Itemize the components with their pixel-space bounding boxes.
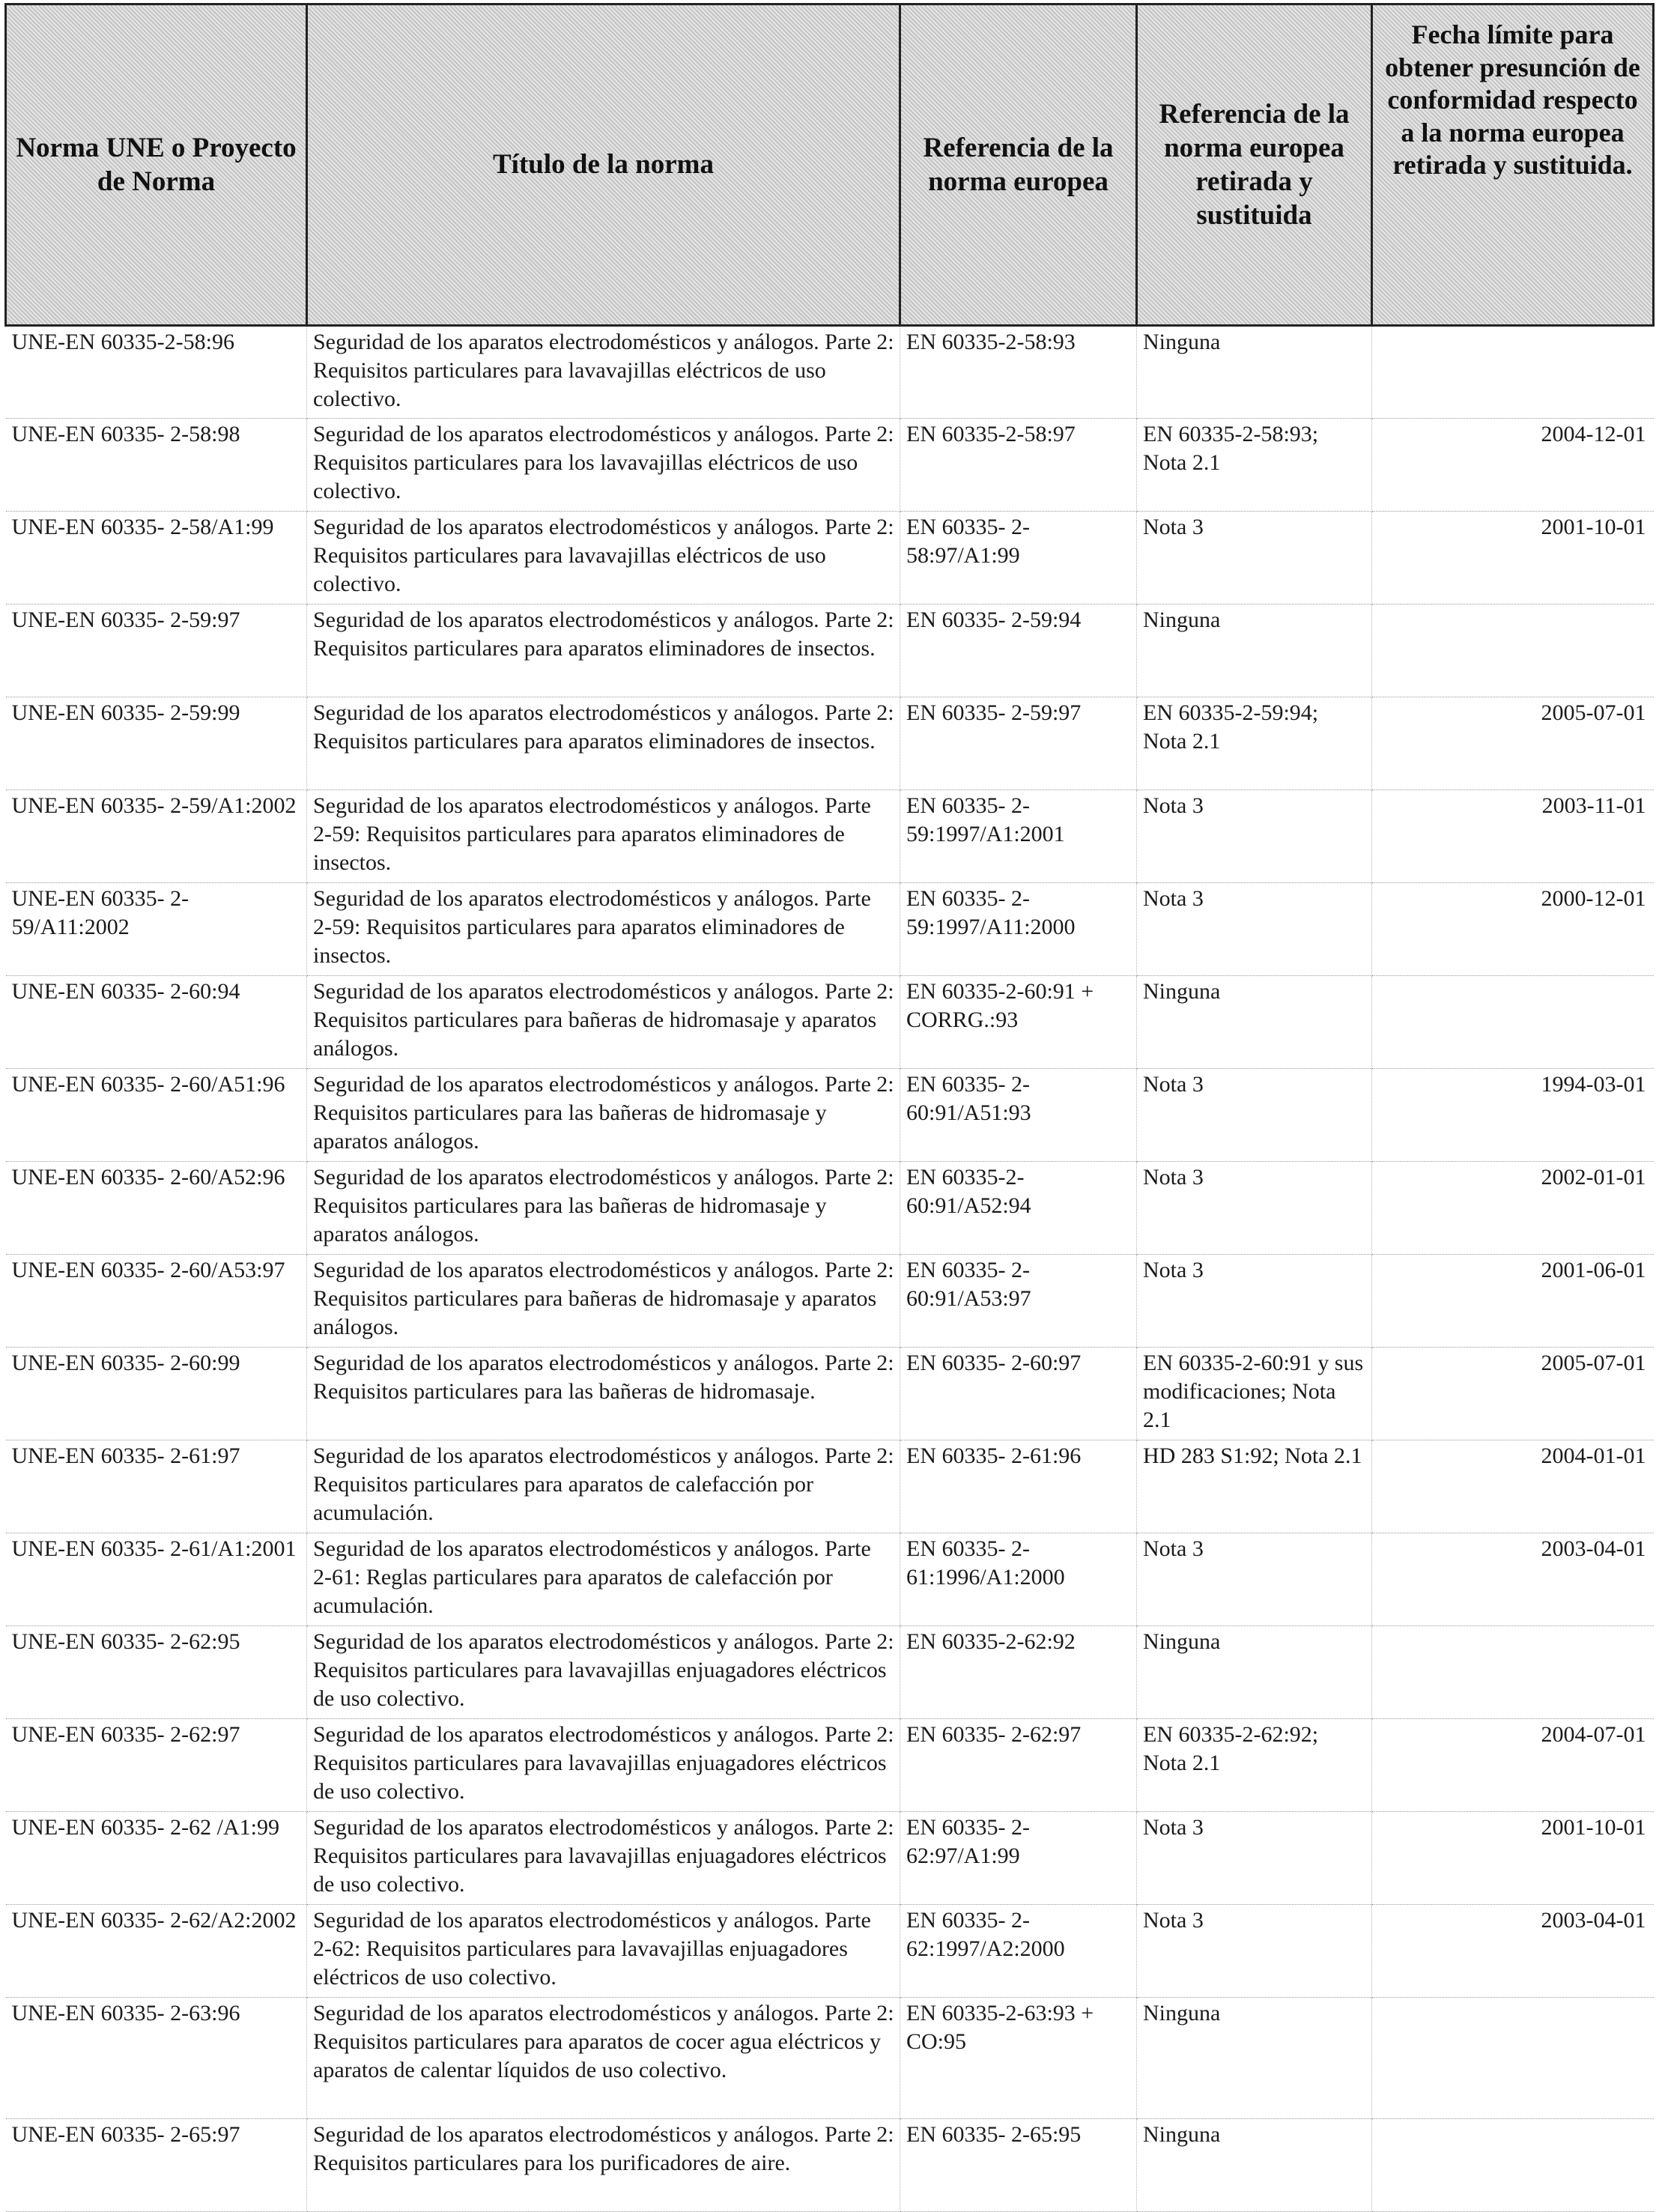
cell-titulo: Seguridad de los aparatos electrodomésticos y análogos. Parte 2-62: Requisitos particulares para lavavajillas enjuagadores eléctricos de uso colectivo.: [307, 1905, 900, 1998]
cell-referencia-europea: EN 60335-2-62:92: [900, 1626, 1137, 1719]
cell-titulo: Seguridad de los aparatos electrodomésticos y análogos. Parte 2-61: Reglas particulares para aparatos de calefacción por acumulación.: [307, 1533, 900, 1626]
cell-referencia-retirada: EN 60335-2-60:91 y sus modificaciones; Nota 2.1: [1137, 1348, 1372, 1440]
table-row: [6, 1812, 1654, 1905]
cell-referencia-retirada: Ninguna: [1137, 604, 1372, 697]
cell-norma-une: UNE-EN 60335- 2-60/A53:97: [6, 1255, 307, 1348]
cell-referencia-europea: EN 60335- 2-59:1997/A1:2001: [900, 790, 1137, 883]
table-row: [6, 1069, 1654, 1162]
table-row: [6, 604, 1654, 697]
cell-referencia-europea: EN 60335-2-58:97: [900, 419, 1137, 512]
table-row: [6, 326, 1654, 419]
table-row: [6, 1255, 1654, 1348]
cell-norma-une: UNE-EN 60335- 2-58/A1:99: [6, 512, 307, 604]
cell-referencia-retirada: Nota 3: [1137, 512, 1372, 604]
cell-norma-une: UNE-EN 60335- 2-62:95: [6, 1626, 307, 1719]
table-row: [6, 790, 1654, 883]
cell-fecha-limite: [1372, 604, 1654, 697]
table-row: [6, 1440, 1654, 1533]
cell-fecha-limite: 2003-11-01: [1372, 790, 1654, 883]
cell-fecha-limite: [1372, 2119, 1654, 2212]
cell-titulo: Seguridad de los aparatos electrodomésticos y análogos. Parte 2: Requisitos particulares para lavavajillas eléctricos de uso colectivo.: [307, 326, 900, 419]
cell-norma-une: UNE-EN 60335- 2-60:99: [6, 1348, 307, 1440]
header-row: [6, 4, 1654, 326]
cell-titulo: Seguridad de los aparatos electrodomésticos y análogos. Parte 2: Requisitos particulares para aparatos de cocer agua eléctricos y aparatos de calentar líquidos de uso colectivo.: [307, 1998, 900, 2119]
cell-titulo: Seguridad de los aparatos electrodomésticos y análogos. Parte 2: Requisitos particulares para lavavajillas eléctricos de uso colectivo.: [307, 512, 900, 604]
cell-referencia-europea: EN 60335- 2-62:97: [900, 1719, 1137, 1812]
table-row: [6, 1348, 1654, 1440]
cell-referencia-europea: EN 60335-2-60:91 + CORRG.:93: [900, 976, 1137, 1069]
cell-referencia-retirada: Nota 3: [1137, 1162, 1372, 1255]
cell-fecha-limite: 2004-07-01: [1372, 1719, 1654, 1812]
table-row: [6, 1998, 1654, 2119]
header-referencia-europea: Referencia de la norma europea: [900, 4, 1137, 326]
cell-titulo: Seguridad de los aparatos electrodomésticos y análogos. Parte 2: Requisitos particulares para los lavavajillas eléctricos de uso colectivo.: [307, 419, 900, 512]
cell-fecha-limite: 2001-10-01: [1372, 1812, 1654, 1905]
cell-referencia-retirada: Ninguna: [1137, 326, 1372, 419]
cell-fecha-limite: 2003-04-01: [1372, 1905, 1654, 1998]
cell-fecha-limite: 1994-03-01: [1372, 1069, 1654, 1162]
cell-referencia-europea: EN 60335- 2-59:94: [900, 604, 1137, 697]
table-row: [6, 1533, 1654, 1626]
cell-referencia-europea: EN 60335- 2-60:91/A51:93: [900, 1069, 1137, 1162]
cell-referencia-europea: EN 60335- 2-61:1996/A1:2000: [900, 1533, 1137, 1626]
cell-titulo: Seguridad de los aparatos electrodomésticos y análogos. Parte 2: Requisitos particulares para las bañeras de hidromasaje.: [307, 1348, 900, 1440]
cell-norma-une: UNE-EN 60335- 2-62:97: [6, 1719, 307, 1812]
table-row: [6, 1719, 1654, 1812]
cell-referencia-europea: EN 60335-2-60:91/A52:94: [900, 1162, 1137, 1255]
header-referencia-retirada: Referencia de la norma europea retirada y sustituida: [1137, 4, 1372, 326]
cell-titulo: Seguridad de los aparatos electrodomésticos y análogos. Parte 2: Requisitos particulares para lavavajillas enjuagadores eléctricos de uso colectivo.: [307, 1626, 900, 1719]
cell-referencia-europea: EN 60335- 2-61:96: [900, 1440, 1137, 1533]
cell-fecha-limite: [1372, 326, 1654, 419]
cell-norma-une: UNE-EN 60335- 2-65:97: [6, 2119, 307, 2212]
cell-referencia-retirada: Ninguna: [1137, 1998, 1372, 2119]
cell-referencia-retirada: Nota 3: [1137, 1069, 1372, 1162]
cell-titulo: Seguridad de los aparatos electrodomésticos y análogos. Parte 2: Requisitos particulares para las bañeras de hidromasaje y aparatos análogos.: [307, 1162, 900, 1255]
cell-referencia-retirada: Nota 3: [1137, 790, 1372, 883]
cell-norma-une: UNE-EN 60335- 2-59:99: [6, 697, 307, 790]
cell-referencia-retirada: Ninguna: [1137, 976, 1372, 1069]
cell-fecha-limite: [1372, 1626, 1654, 1719]
cell-norma-une: UNE-EN 60335- 2-60/A52:96: [6, 1162, 307, 1255]
cell-referencia-retirada: HD 283 S1:92; Nota 2.1: [1137, 1440, 1372, 1533]
table-row: [6, 976, 1654, 1069]
cell-referencia-retirada: Nota 3: [1137, 1533, 1372, 1626]
cell-titulo: Seguridad de los aparatos electrodomésticos y análogos. Parte 2: Requisitos particulares para bañeras de hidromasaje y aparatos análogos.: [307, 1255, 900, 1348]
cell-titulo: Seguridad de los aparatos electrodomésticos y análogos. Parte 2-59: Requisitos particulares para aparatos eliminadores de insectos.: [307, 790, 900, 883]
cell-fecha-limite: 2004-12-01: [1372, 419, 1654, 512]
cell-referencia-europea: EN 60335-2-63:93 + CO:95: [900, 1998, 1137, 2119]
cell-norma-une: UNE-EN 60335-2-58:96: [6, 326, 307, 419]
cell-fecha-limite: 2005-07-01: [1372, 1348, 1654, 1440]
cell-titulo: Seguridad de los aparatos electrodomésticos y análogos. Parte 2: Requisitos particulares para aparatos eliminadores de insectos.: [307, 697, 900, 790]
cell-norma-une: UNE-EN 60335- 2-61/A1:2001: [6, 1533, 307, 1626]
cell-fecha-limite: 2001-10-01: [1372, 512, 1654, 604]
table-row: [6, 512, 1654, 604]
table-row: [6, 883, 1654, 976]
cell-referencia-europea: EN 60335- 2-62:1997/A2:2000: [900, 1905, 1137, 1998]
header-norma-une: Norma UNE o Proyecto de Norma: [6, 4, 307, 326]
header-fecha-limite: Fecha límite para obtener presunción de conformidad respecto a la norma europea retirada y sustituida.: [1372, 4, 1654, 326]
table-body: [6, 326, 1654, 2212]
cell-titulo: Seguridad de los aparatos electrodomésticos y análogos. Parte 2: Requisitos particulares para aparatos de calefacción por acumulación.: [307, 1440, 900, 1533]
cell-titulo: Seguridad de los aparatos electrodomésticos y análogos. Parte 2-59: Requisitos particulares para aparatos eliminadores de insectos.: [307, 883, 900, 976]
cell-referencia-retirada: Ninguna: [1137, 2119, 1372, 2212]
table-row: [6, 1162, 1654, 1255]
cell-fecha-limite: [1372, 976, 1654, 1069]
cell-referencia-europea: EN 60335- 2-58:97/A1:99: [900, 512, 1137, 604]
header-titulo: Título de la norma: [307, 4, 900, 326]
cell-fecha-limite: [1372, 1998, 1654, 2119]
table-row: [6, 2119, 1654, 2212]
cell-referencia-retirada: EN 60335-2-58:93; Nota 2.1: [1137, 419, 1372, 512]
cell-referencia-retirada: Nota 3: [1137, 1812, 1372, 1905]
cell-norma-une: UNE-EN 60335- 2-58:98: [6, 419, 307, 512]
cell-referencia-europea: EN 60335- 2-59:97: [900, 697, 1137, 790]
cell-fecha-limite: 2000-12-01: [1372, 883, 1654, 976]
cell-norma-une: UNE-EN 60335- 2-59/A11:2002: [6, 883, 307, 976]
cell-norma-une: UNE-EN 60335- 2-60/A51:96: [6, 1069, 307, 1162]
cell-fecha-limite: 2004-01-01: [1372, 1440, 1654, 1533]
cell-referencia-retirada: Nota 3: [1137, 883, 1372, 976]
cell-referencia-retirada: EN 60335-2-62:92; Nota 2.1: [1137, 1719, 1372, 1812]
cell-titulo: Seguridad de los aparatos electrodomésticos y análogos. Parte 2: Requisitos particulares para aparatos eliminadores de insectos.: [307, 604, 900, 697]
cell-norma-une: UNE-EN 60335- 2-59/A1:2002: [6, 790, 307, 883]
cell-fecha-limite: 2005-07-01: [1372, 697, 1654, 790]
table-header: [6, 4, 1654, 326]
table-row: [6, 1626, 1654, 1719]
cell-referencia-europea: EN 60335-2-58:93: [900, 326, 1137, 419]
cell-referencia-europea: EN 60335- 2-59:1997/A11:2000: [900, 883, 1137, 976]
cell-titulo: Seguridad de los aparatos electrodomésticos y análogos. Parte 2: Requisitos particulares para las bañeras de hidromasaje y aparatos análogos.: [307, 1069, 900, 1162]
standards-table: [4, 3, 1655, 2212]
cell-titulo: Seguridad de los aparatos electrodomésticos y análogos. Parte 2: Requisitos particulares para lavavajillas enjuagadores eléctricos de uso colectivo.: [307, 1719, 900, 1812]
cell-referencia-europea: EN 60335- 2-60:91/A53:97: [900, 1255, 1137, 1348]
cell-referencia-retirada: Nota 3: [1137, 1905, 1372, 1998]
cell-norma-une: UNE-EN 60335- 2-63:96: [6, 1998, 307, 2119]
cell-titulo: Seguridad de los aparatos electrodomésticos y análogos. Parte 2: Requisitos particulares para los purificadores de aire.: [307, 2119, 900, 2212]
cell-fecha-limite: 2003-04-01: [1372, 1533, 1654, 1626]
cell-norma-une: UNE-EN 60335- 2-62/A2:2002: [6, 1905, 307, 1998]
cell-titulo: Seguridad de los aparatos electrodomésticos y análogos. Parte 2: Requisitos particulares para bañeras de hidromasaje y aparatos análogos.: [307, 976, 900, 1069]
cell-referencia-europea: EN 60335- 2-60:97: [900, 1348, 1137, 1440]
cell-norma-une: UNE-EN 60335- 2-61:97: [6, 1440, 307, 1533]
table-row: [6, 419, 1654, 512]
cell-referencia-retirada: Ninguna: [1137, 1626, 1372, 1719]
cell-titulo: Seguridad de los aparatos electrodomésticos y análogos. Parte 2: Requisitos particulares para lavavajillas enjuagadores eléctricos de uso colectivo.: [307, 1812, 900, 1905]
cell-norma-une: UNE-EN 60335- 2-59:97: [6, 604, 307, 697]
cell-fecha-limite: 2002-01-01: [1372, 1162, 1654, 1255]
cell-referencia-europea: EN 60335- 2-62:97/A1:99: [900, 1812, 1137, 1905]
cell-referencia-europea: EN 60335- 2-65:95: [900, 2119, 1137, 2212]
table-row: [6, 697, 1654, 790]
cell-referencia-retirada: Nota 3: [1137, 1255, 1372, 1348]
cell-norma-une: UNE-EN 60335- 2-60:94: [6, 976, 307, 1069]
cell-fecha-limite: 2001-06-01: [1372, 1255, 1654, 1348]
cell-norma-une: UNE-EN 60335- 2-62 /A1:99: [6, 1812, 307, 1905]
cell-referencia-retirada: EN 60335-2-59:94; Nota 2.1: [1137, 697, 1372, 790]
table-row: [6, 1905, 1654, 1998]
